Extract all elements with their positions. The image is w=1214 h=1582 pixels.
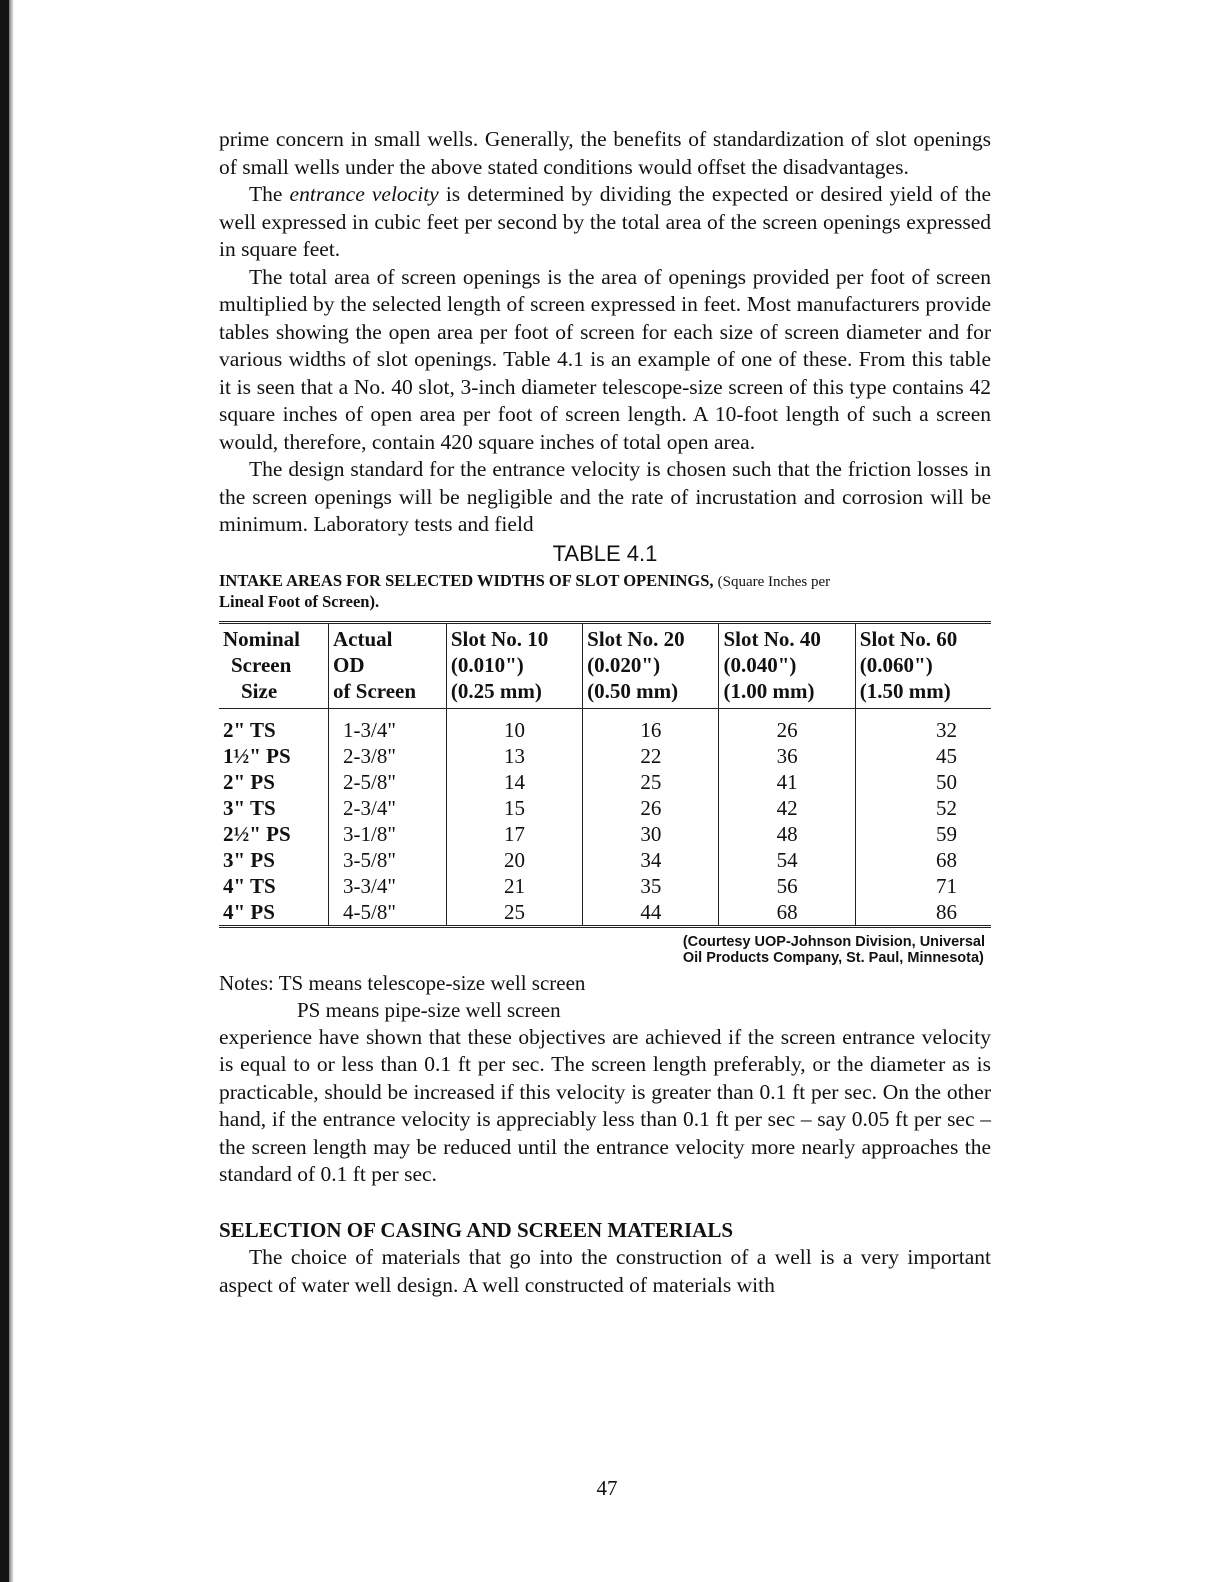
table-row: 3" TS 2-3/4" 15 26 42 52 <box>219 795 991 821</box>
table-row: 1½" PS 2-3/8" 13 22 36 45 <box>219 743 991 769</box>
binding-shadow <box>9 0 14 1582</box>
section-heading: SELECTION OF CASING AND SCREEN MATERIALS <box>219 1217 734 1242</box>
header-slot-20: Slot No. 20 (0.020") (0.50 mm) <box>583 622 719 708</box>
paragraph-2-rest: is determined by dividing the expected or desired yield of the well expressed in cubic feet per second by the total area of the screen openings expressed in square feet. <box>219 182 991 261</box>
table-caption-bold: INTAKE AREAS FOR SELECTED WIDTHS OF SLOT OPENINGS, <box>219 570 718 590</box>
table-caption-line2: Lineal Foot of Screen). <box>219 591 380 611</box>
table-header-row <box>219 622 991 708</box>
table-row: 2" PS 2-5/8" 14 25 41 50 <box>219 769 991 795</box>
table-title: TABLE 4.1 <box>552 540 658 566</box>
table-row: 2" TS 1-3/4" 10 16 26 32 <box>219 708 991 743</box>
paragraph-2 <box>219 181 991 264</box>
intake-areas-table <box>219 621 991 928</box>
paragraph-5: experience have shown that these objectives are achieved if the screen entrance velocity is equal to or less than 0.1 ft per sec. The screen length preferably, or the diameter as is practicable, should be increased if this velocity is greater than 0.1 ft per sec. On the other hand, if the entrance velocity is appreciably less than 0.1 ft per sec – say 0.05 ft per sec – the screen length may be reduced until the entrance velocity more nearly approaches the standard of 0.1 ft per sec. <box>219 1024 991 1186</box>
page-content <box>219 126 991 1299</box>
note-ts: Notes: TS means telescope-size well screen <box>219 970 586 995</box>
table-caption-normal: (Square Inches per <box>717 573 831 590</box>
binding-edge <box>0 0 9 1582</box>
paragraph-4: The design standard for the entrance velocity is chosen such that the friction losses in the screen openings will be negligible and the rate of incrustation and corrosion will be minimum. Laboratory tests and field <box>219 457 991 536</box>
table-row: 4" TS 3-3/4" 21 35 56 71 <box>219 873 991 899</box>
table-source-credit: (Courtesy UOP-Johnson Division, Universal Oil Products Company, St. Paul, Minnesota) <box>682 933 985 966</box>
paragraph-6: The choice of materials that go into the construction of a well is a very important aspect of water well design. A well constructed of materials with <box>219 1245 991 1297</box>
table-row: 2½" PS 3-1/8" 17 30 48 59 <box>219 821 991 847</box>
paragraph-1: prime concern in small wells. Generally, the benefits of standardization of slot openings of small wells under the above stated conditions would offset the disadvantages. <box>219 127 991 179</box>
note-ps: PS means pipe-size well screen <box>297 997 561 1022</box>
table-row: 3" PS 3-5/8" 20 34 54 68 <box>219 847 991 873</box>
header-nominal-size: Nominal Screen Size <box>219 622 329 708</box>
paragraph-2-lead: The <box>249 182 290 206</box>
page-number: 47 <box>596 1476 618 1500</box>
header-slot-60: Slot No. 60 (0.060") (1.50 mm) <box>855 622 991 708</box>
header-actual-od: Actual OD of Screen <box>329 622 447 708</box>
term-entrance-velocity: entrance velocity <box>289 182 439 206</box>
table-notes <box>219 970 991 1024</box>
table-caption <box>219 571 991 611</box>
table-row: 4" PS 4-5/8" 25 44 68 86 <box>219 899 991 927</box>
header-slot-10: Slot No. 10 (0.010") (0.25 mm) <box>446 622 582 708</box>
header-slot-40: Slot No. 40 (0.040") (1.00 mm) <box>719 622 855 708</box>
paragraph-3: The total area of screen openings is the area of openings provided per foot of screen multiplied by the selected length of screen expressed in feet. Most manufacturers provide tables showing the open area per foot of screen for each size of screen diameter and for various widths of slot openings. Table 4.1 is an example of one of these. From this table it is seen that a No. 40 slot, 3-inch diameter telescope-size screen of this type contains 42 square inches of open area per foot of screen length. A 10-foot length of such a screen would, therefore, contain 420 square inches of total open area. <box>219 264 991 454</box>
